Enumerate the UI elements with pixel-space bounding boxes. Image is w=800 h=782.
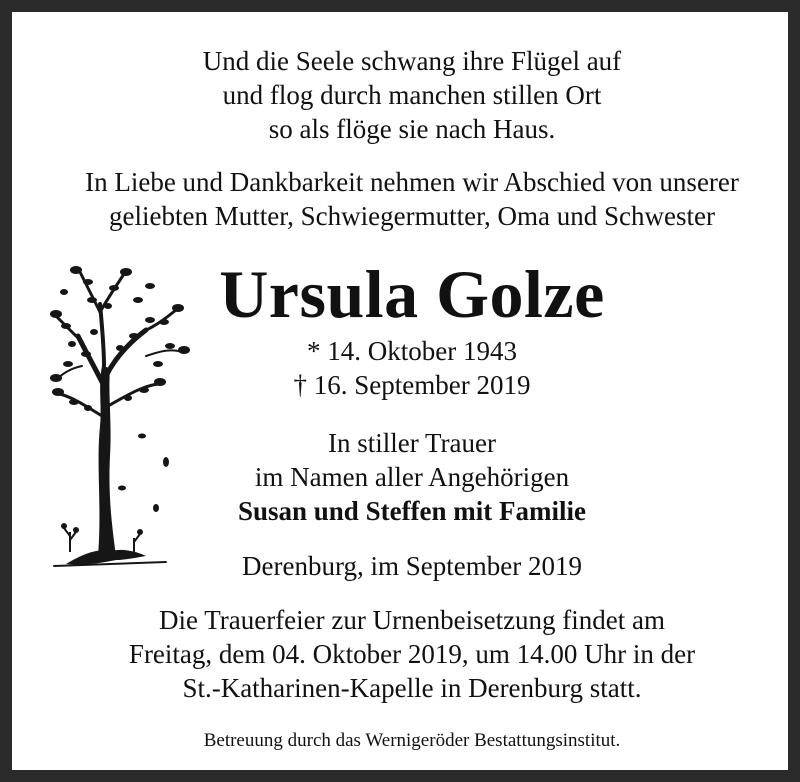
poem-line-1: Und die Seele schwang ihre Flügel auf [202, 46, 622, 76]
death-date: † 16. September 2019 [293, 370, 531, 400]
poem-line-3: so als flöge sie nach Haus. [268, 114, 556, 144]
poem-line-2: und flog durch manchen stillen Ort [222, 80, 602, 110]
deceased-name: Ursula Golze [219, 256, 605, 332]
tree-icon [46, 256, 196, 572]
birth-date: * 14. Oktober 1943 [307, 336, 517, 366]
funeral-line-3: St.-Katharinen-Kapelle in Derenburg statt. [182, 673, 642, 703]
mourning-line-1: In stiller Trauer [328, 428, 496, 458]
place-date: Derenburg, im September 2019 [242, 551, 582, 581]
funeral-line-1: Die Trauerfeier zur Urnenbeisetzung findet am [158, 605, 666, 635]
intro-line-1: In Liebe und Dankbarkeit nehmen wir Abschied von unserer [85, 167, 739, 197]
mourning-family: Susan und Steffen mit Familie [237, 496, 587, 526]
intro-line-2: geliebten Mutter, Schwiegermutter, Oma und Schwester [109, 201, 715, 231]
footer-note: Betreuung durch das Wernigeröder Bestattungsinstitut. [203, 730, 621, 751]
mourning-line-2: im Namen aller Angehörigen [254, 462, 570, 492]
funeral-line-2: Freitag, dem 04. Oktober 2019, um 14.00 Uhr in der [128, 639, 696, 669]
